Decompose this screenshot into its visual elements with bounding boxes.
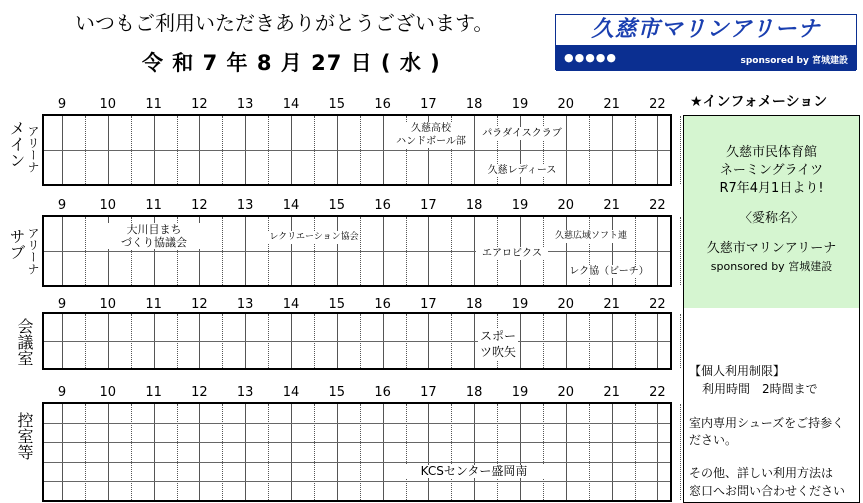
hour-label: 17 bbox=[420, 198, 437, 213]
hours-control bbox=[0, 385, 680, 401]
other-line-2: 窓口へお問い合わせください bbox=[689, 484, 846, 498]
grid-vline bbox=[406, 404, 407, 500]
grid-main bbox=[42, 114, 672, 186]
grid-vline bbox=[680, 116, 681, 184]
grid-vline bbox=[360, 404, 361, 500]
hour-label: 14 bbox=[282, 198, 300, 213]
hour-label: 14 bbox=[282, 97, 300, 112]
hour-label: 16 bbox=[374, 198, 391, 213]
event-kcs-center: KCSセンター盛岡南 bbox=[404, 465, 544, 478]
shoes-line-1: 室内専用シューズをご持参く bbox=[689, 416, 845, 430]
hour-label: 15 bbox=[328, 297, 346, 312]
grid-vline bbox=[612, 404, 613, 500]
naming-line-5: 久慈市マリンアリーナ bbox=[706, 241, 837, 256]
naming-line-2: ネーミングライツ bbox=[719, 163, 824, 178]
hour-label: 14 bbox=[282, 385, 300, 400]
hour-label: 19 bbox=[511, 385, 529, 400]
grid-meeting bbox=[42, 312, 672, 370]
grid-vline bbox=[222, 404, 223, 500]
naming-line-3: R7年4月1日より! bbox=[719, 181, 824, 196]
hour-label: 20 bbox=[557, 297, 575, 312]
hour-label: 10 bbox=[99, 198, 117, 213]
section-main-sub: アリーナ bbox=[26, 125, 40, 173]
hour-label: 21 bbox=[603, 297, 620, 312]
hour-label: 20 bbox=[557, 385, 575, 400]
logo-name: 久慈市マリンアリーナ bbox=[556, 15, 856, 45]
grid-vline bbox=[245, 404, 246, 500]
section-meeting-label: 会議室 bbox=[15, 318, 34, 366]
hour-label: 12 bbox=[191, 385, 208, 400]
hour-label: 20 bbox=[557, 97, 575, 112]
grid-vline bbox=[474, 404, 475, 500]
hour-label: 9 bbox=[57, 297, 67, 312]
hour-label: 19 bbox=[511, 297, 529, 312]
grid-vline bbox=[199, 404, 200, 500]
grid-vline bbox=[680, 404, 681, 500]
grid-vline bbox=[497, 404, 498, 500]
hour-label: 17 bbox=[420, 385, 437, 400]
event-rec-beach: レク協（ビーチ） bbox=[569, 266, 649, 277]
grid-hline bbox=[44, 423, 670, 424]
grid-control bbox=[42, 402, 672, 502]
grid-vline bbox=[589, 404, 590, 500]
hour-label: 14 bbox=[282, 297, 300, 312]
hour-label: 16 bbox=[374, 385, 391, 400]
hour-label: 13 bbox=[236, 385, 254, 400]
hour-label: 17 bbox=[420, 97, 437, 112]
hour-label: 12 bbox=[191, 97, 208, 112]
hour-label: 16 bbox=[374, 297, 391, 312]
hour-label: 19 bbox=[511, 97, 529, 112]
limits-time: 利用時間 2時間まで bbox=[702, 382, 818, 396]
hour-label: 16 bbox=[374, 97, 391, 112]
grid-vline bbox=[314, 404, 315, 500]
event-okawame: 大川目まち づくり協議会 bbox=[108, 223, 200, 249]
grid-vline bbox=[428, 404, 429, 500]
hour-label: 10 bbox=[99, 385, 117, 400]
info-panel bbox=[683, 115, 860, 503]
hour-label: 13 bbox=[236, 297, 254, 312]
info-title: ★インフォメーション bbox=[690, 94, 828, 110]
event-kuji-ladies: 久慈レディース bbox=[480, 164, 564, 177]
grid-vline bbox=[85, 404, 86, 500]
section-main-label: メイン bbox=[7, 120, 26, 168]
event-sports-fukiya: スポー ツ吹矢 bbox=[479, 329, 516, 359]
hour-label: 12 bbox=[191, 198, 208, 213]
hour-label: 15 bbox=[328, 97, 346, 112]
hours-meeting bbox=[0, 297, 680, 313]
shoes-line-2: ださい。 bbox=[689, 433, 738, 447]
hour-label: 21 bbox=[603, 385, 620, 400]
grid-vline bbox=[657, 404, 658, 500]
section-sub-label: サブ bbox=[7, 228, 26, 260]
grid-hline bbox=[44, 341, 670, 342]
wave-dots-icon: ●●●●● bbox=[564, 51, 617, 64]
hour-label: 20 bbox=[557, 198, 575, 213]
other-line-1: その他、詳しい利用方法は bbox=[689, 466, 834, 480]
hour-label: 9 bbox=[57, 198, 67, 213]
page-date: 令 和 7 年 8 月 27 日 ( 水 ) bbox=[142, 51, 441, 75]
section-control-label: 控室等 bbox=[15, 412, 34, 460]
hour-label: 15 bbox=[328, 198, 346, 213]
hour-label: 11 bbox=[145, 385, 162, 400]
hour-label: 17 bbox=[420, 297, 437, 312]
hour-label: 13 bbox=[236, 198, 254, 213]
hour-label: 22 bbox=[649, 297, 666, 312]
hour-label: 13 bbox=[236, 97, 254, 112]
hour-label: 22 bbox=[649, 97, 666, 112]
hour-label: 11 bbox=[145, 97, 162, 112]
limits-title: 【個人利用制限】 bbox=[689, 364, 786, 378]
greeting-text: いつもご利用いただきありがとうございます。 bbox=[75, 11, 494, 35]
section-sub-sub: アリーナ bbox=[26, 227, 40, 275]
grid-vline bbox=[108, 404, 109, 500]
grid-hline bbox=[44, 462, 670, 463]
hour-label: 9 bbox=[57, 385, 67, 400]
hour-label: 22 bbox=[649, 385, 666, 400]
hour-label: 18 bbox=[465, 97, 483, 112]
grid-vline bbox=[566, 404, 567, 500]
hours-main bbox=[0, 97, 680, 113]
grid-vline bbox=[635, 404, 636, 500]
grid-vline bbox=[177, 404, 178, 500]
naming-rights-notice bbox=[684, 116, 859, 308]
grid-vline bbox=[291, 404, 292, 500]
hour-label: 10 bbox=[99, 297, 117, 312]
grid-vline bbox=[337, 404, 338, 500]
event-paradise-club: パラダイスクラブ bbox=[480, 127, 564, 140]
event-recreation-assoc: レクリエーション協会 bbox=[269, 232, 359, 242]
grid-hline bbox=[44, 442, 670, 443]
hours-sub bbox=[0, 198, 680, 214]
grid-vline bbox=[154, 404, 155, 500]
event-kuji-high-handball: 久慈高校 ハンドボール部 bbox=[388, 122, 474, 148]
event-softball: 久慈広域ソフト連 bbox=[548, 230, 634, 243]
grid-hline bbox=[44, 251, 670, 252]
hour-label: 18 bbox=[465, 385, 483, 400]
grid-vline bbox=[680, 217, 681, 285]
logo bbox=[555, 14, 857, 70]
hour-label: 10 bbox=[99, 97, 117, 112]
grid-vline bbox=[268, 404, 269, 500]
grid-sub bbox=[42, 215, 672, 287]
grid-hline bbox=[44, 150, 670, 151]
logo-band bbox=[556, 45, 856, 71]
naming-line-1: 久慈市民体育館 bbox=[725, 145, 817, 160]
hour-label: 18 bbox=[465, 297, 483, 312]
hour-label: 22 bbox=[649, 198, 666, 213]
grid-vline bbox=[383, 404, 384, 500]
grid-vline bbox=[543, 404, 544, 500]
hour-label: 19 bbox=[511, 198, 529, 213]
hour-label: 12 bbox=[191, 297, 208, 312]
hour-label: 21 bbox=[603, 198, 620, 213]
grid-vline bbox=[62, 404, 63, 500]
hour-label: 21 bbox=[603, 97, 620, 112]
naming-line-4: 〈愛称名〉 bbox=[738, 211, 804, 226]
hour-label: 11 bbox=[145, 297, 162, 312]
grid-vline bbox=[451, 404, 452, 500]
hour-label: 15 bbox=[328, 385, 346, 400]
hour-label: 11 bbox=[145, 198, 162, 213]
grid-vline bbox=[131, 404, 132, 500]
logo-sponsor: sponsored by 宮城建設 bbox=[740, 56, 848, 66]
grid-hline bbox=[44, 481, 670, 482]
grid-vline bbox=[680, 314, 681, 368]
grid-vline bbox=[520, 404, 521, 500]
hour-label: 18 bbox=[465, 198, 483, 213]
naming-line-6: sponsored by 宮城建設 bbox=[710, 260, 833, 273]
hour-label: 9 bbox=[57, 97, 67, 112]
event-aerobics: エアロビクス bbox=[476, 247, 548, 260]
